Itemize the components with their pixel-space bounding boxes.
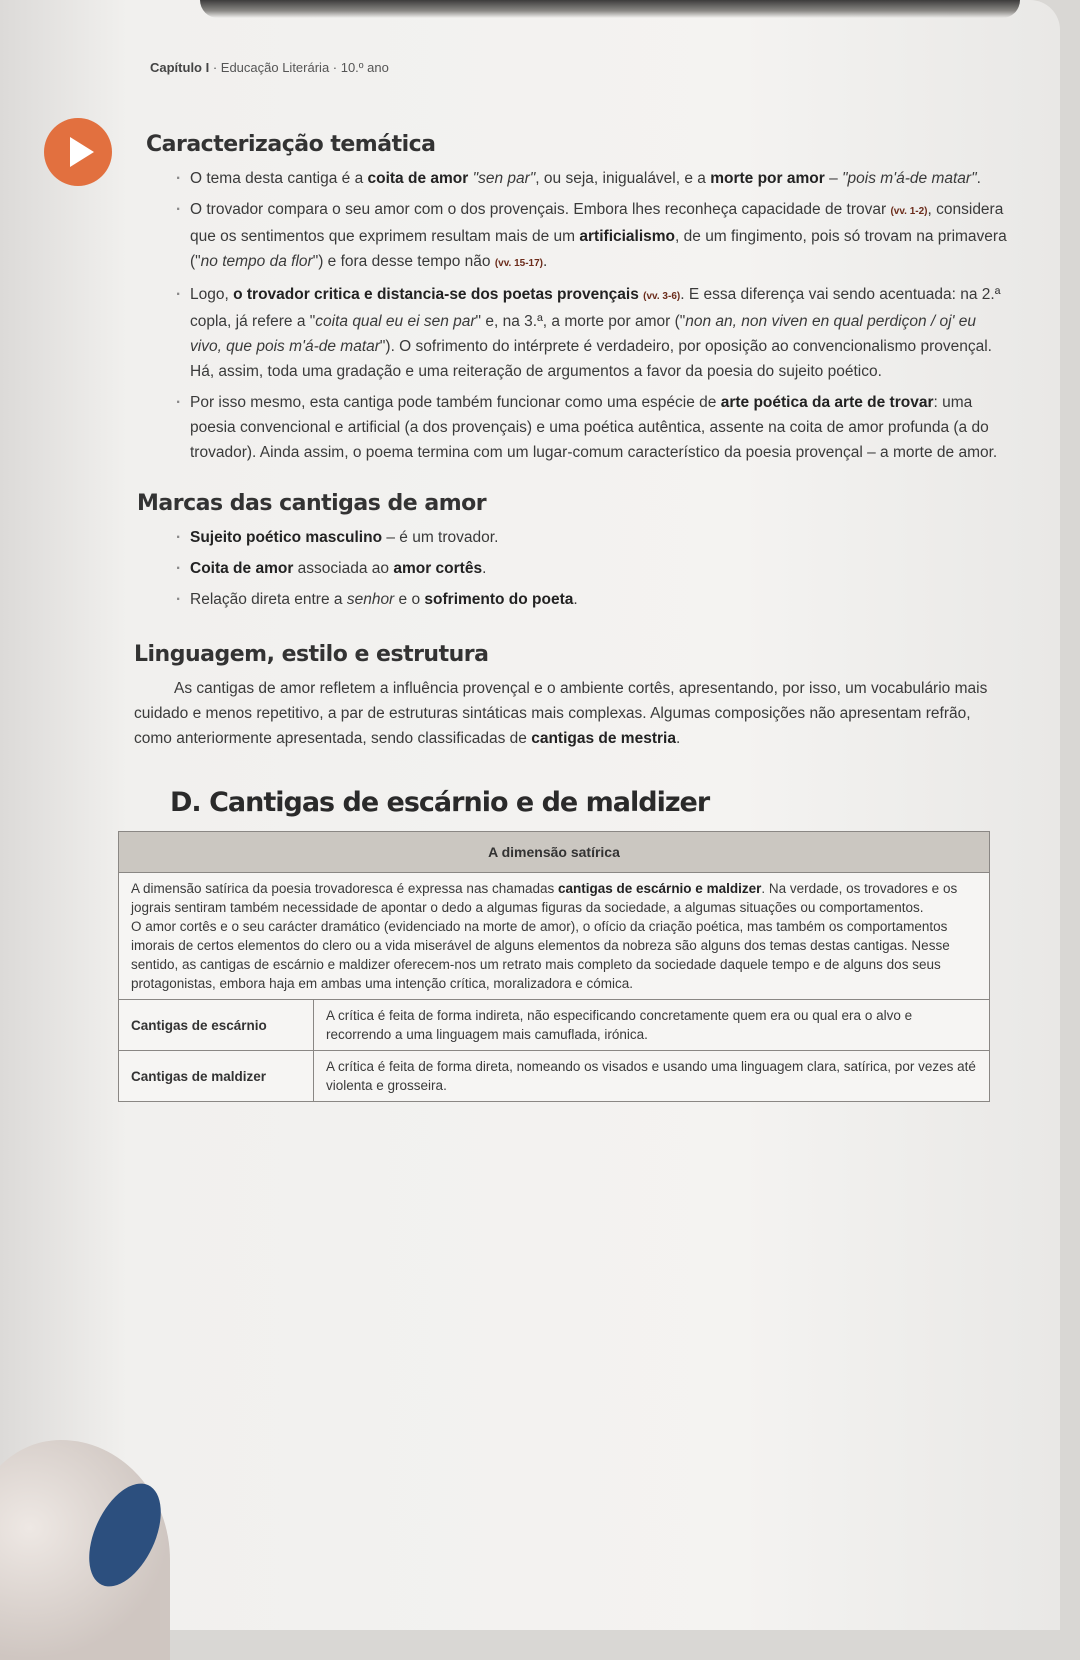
bold-text: cantigas de escárnio e maldizer — [558, 881, 762, 896]
page-content — [131, 130, 1014, 1102]
row-label: Cantigas de maldizer — [119, 1051, 314, 1102]
verse-reference: (vv. 3-6) — [643, 291, 681, 302]
text-segment: Por isso mesmo, esta cantiga pode também funcionar como uma espécie de — [190, 394, 721, 411]
table-row — [119, 1051, 990, 1102]
list-item — [190, 197, 1010, 276]
bold-text: arte poética da arte de trovar — [720, 394, 934, 411]
text-segment: associada ao — [293, 560, 394, 577]
text-segment: e o — [394, 591, 425, 608]
text-segment: . E essa diferença vai sendo acentuada: na 2.ª copla, já refere a " — [190, 286, 1001, 330]
tematica-list — [190, 166, 1010, 465]
text-segment: "pois m'á-de matar" — [842, 170, 977, 187]
text-segment: As cantigas de amor refletem a influência provençal e o ambiente cortês, apresentando, por isso, um vocabulário mais cuidado e menos repetitivo, a par de estruturas sintáticas mais complexas. Algumas composições não apresentam refrão, como anteriormente apresentada, sendo classificadas de — [134, 680, 988, 747]
text-segment: coita qual eu ei sen par — [315, 313, 476, 330]
marcas-list — [190, 525, 1010, 612]
heading-linguagem: Linguagem, estilo e estrutura — [134, 642, 489, 667]
bold-text: Sujeito poético masculino — [190, 529, 383, 546]
list-item — [190, 282, 1010, 384]
text-segment: senhor — [346, 591, 395, 608]
intro-paragraph-2 — [131, 917, 977, 993]
text-segment: O trovador compara o seu amor com o dos provençais. Embora lhes reconheça capacidade de trovar — [190, 201, 891, 218]
bold-text: o trovador critica e distancia-se dos poetas provençais — [233, 286, 639, 303]
intro-paragraph-1 — [131, 879, 977, 917]
text-segment: no tempo da flor — [200, 253, 313, 270]
table-header: A dimensão satírica — [119, 832, 990, 873]
text-segment: , considera que os sentimentos que exprimem resultam mais de um — [190, 201, 1004, 245]
running-header — [150, 60, 389, 75]
list-item — [190, 390, 1010, 465]
list-item — [190, 166, 1010, 191]
page-shadow — [200, 0, 1020, 18]
text-segment: A dimensão satírica da poesia trovadoresca é expressa nas chamadas — [131, 881, 558, 896]
verse-reference: (vv. 15-17) — [494, 258, 544, 269]
heading-tematica: Caracterização temática — [146, 132, 436, 157]
text-segment: . — [482, 560, 487, 577]
text-segment: – — [824, 170, 843, 187]
bold-text: Coita de amor — [190, 560, 294, 577]
text-segment: O amor cortês e o seu carácter dramático (evidenciado na morte de amor), o ofício da criação poética, mas também os comportamentos imorais de certos elementos do clero ou a vida miserável de alguns elementos da nobreza são alguns dos temas destas cantigas. Nesse sentido, as cantigas de escárnio e maldizer oferecem-nos um retrato mais completo da sociedade daquele tempo e de alguns dos seus protagonistas, embora haja em ambas uma intenção crítica, moralizadora e cómica. — [131, 919, 950, 991]
row-text: A crítica é feita de forma direta, nomeando os visados e usando uma linguagem clara, satírica, por vezes até violenta e grosseira. — [314, 1051, 990, 1102]
table-intro — [119, 873, 990, 1000]
text-segment: "sen par" — [468, 170, 536, 187]
text-segment: non an, non viven en qual perdiçon / oj' eu vivo, que pois m'á-de matar — [190, 313, 977, 355]
linguagem-paragraph — [134, 676, 1004, 751]
bold-text: sofrimento do poeta — [424, 591, 574, 608]
bold-text: coita de amor — [367, 170, 469, 187]
text-segment: – é um trovador. — [382, 529, 499, 546]
text-segment: ") e fora desse tempo não — [312, 253, 495, 270]
section-d-title: D. Cantigas de escárnio e de maldizer — [170, 787, 710, 818]
chapter-label: Capítulo I — [150, 60, 210, 75]
play-icon — [44, 118, 112, 186]
text-segment: . — [976, 170, 981, 187]
text-segment: Relação direta entre a — [190, 591, 347, 608]
heading-marcas: Marcas das cantigas de amor — [137, 491, 487, 516]
bold-text: morte por amor — [710, 170, 825, 187]
table-row — [119, 1000, 990, 1051]
text-segment: , ou seja, inigualável, e a — [535, 170, 711, 187]
satirical-table — [118, 831, 990, 1102]
text-segment: . — [573, 591, 578, 608]
text-segment: , de um fingimento, pois só trovam na primavera (" — [190, 228, 1007, 270]
text-segment: . — [543, 253, 548, 270]
text-segment: : uma poesia convencional e artificial (a dos provençais) e uma poética autêntica, assente na coita de amor profunda (a do trovador). Ainda assim, o poema termina com um lugar-comum característico da poesia provençal – a morte de amor. — [190, 394, 998, 461]
text-segment: . — [675, 730, 681, 747]
text-segment: Logo, — [190, 286, 234, 303]
verse-reference: (vv. 1-2) — [890, 206, 928, 217]
row-text: A crítica é feita de forma indireta, não especificando concretamente quem era ou qual era o alvo e recorrendo a uma linguagem mais camuflada, irónica. — [314, 1000, 990, 1051]
text-segment: " e, na 3.ª, a morte por amor (" — [475, 313, 686, 330]
list-item — [190, 556, 1010, 581]
text-segment: "). O sofrimento do intérprete é verdadeiro, por oposição ao convencionalismo provençal. Há, assim, toda uma gradação e uma reiteração de argumentos a favor da poesia do sujeito poético. — [190, 338, 992, 380]
text-segment: O tema desta cantiga é a — [190, 170, 368, 187]
bold-text: artificialismo — [579, 228, 676, 245]
bold-text: cantigas de mestria — [531, 730, 676, 747]
bold-text: amor cortês — [393, 560, 483, 577]
section-label: · Educação Literária · 10.º ano — [209, 60, 389, 75]
list-item — [190, 587, 1010, 612]
list-item — [190, 525, 1010, 550]
text-segment: . Na verdade, os trovadores e os jograis sentiram também necessidade de apontar o dedo a algumas figuras da sociedade, a algumas situações ou comportamentos. — [131, 881, 958, 915]
row-label: Cantigas de escárnio — [119, 1000, 314, 1051]
